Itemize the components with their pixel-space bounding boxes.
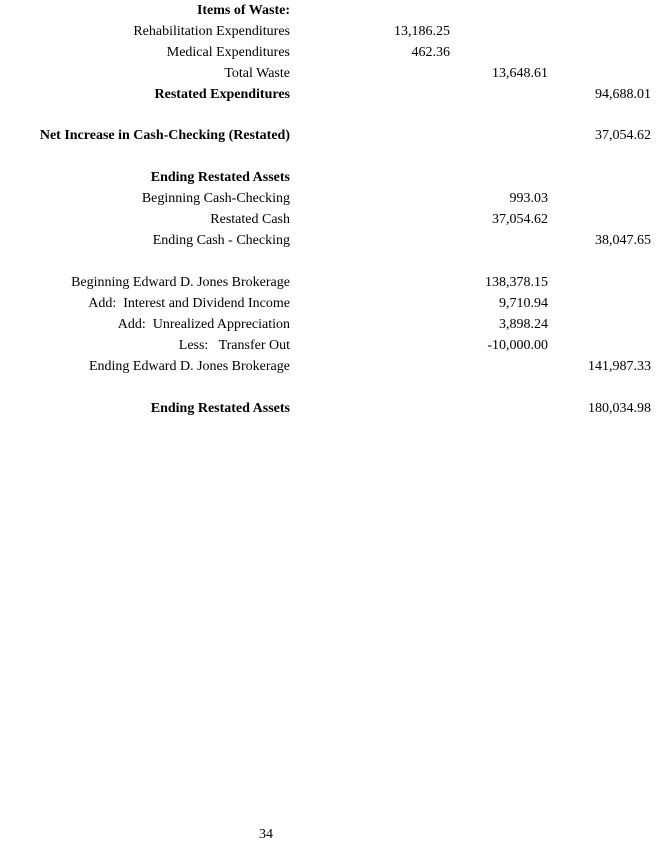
ending-brokerage-label: Ending Edward D. Jones Brokerage bbox=[88, 359, 290, 374]
rehabilitation-row bbox=[0, 21, 661, 42]
ending-cash-row bbox=[0, 230, 661, 251]
page-number: 34 bbox=[259, 827, 273, 842]
beginning-brokerage-label: Beginning Edward D. Jones Brokerage bbox=[71, 275, 290, 290]
ending-restated-assets-heading: Ending Restated Assets bbox=[150, 170, 290, 185]
ending-restated-assets-total-amount: 180,034.98 bbox=[588, 401, 651, 416]
ending-brokerage-amount: 141,987.33 bbox=[588, 359, 651, 374]
unrealized-row bbox=[0, 314, 661, 335]
ending-restated-assets-total-row bbox=[0, 398, 661, 419]
transfer-out-row bbox=[0, 335, 661, 356]
total-waste-label: Total Waste bbox=[224, 66, 290, 81]
beginning-cash-row bbox=[0, 188, 661, 209]
beginning-brokerage-row bbox=[0, 272, 661, 293]
ending-brokerage-row bbox=[0, 356, 661, 377]
ending-restated-assets-heading-row bbox=[0, 167, 661, 188]
unrealized-amount: 3,898.24 bbox=[499, 317, 548, 332]
net-increase-amount: 37,054.62 bbox=[595, 128, 651, 143]
ending-restated-assets-total-label: Ending Restated Assets bbox=[150, 401, 290, 416]
items-of-waste-heading: Items of Waste: bbox=[196, 3, 290, 18]
restated-expenditures-label: Restated Expenditures bbox=[154, 87, 290, 102]
rehabilitation-amount: 13,186.25 bbox=[394, 24, 450, 39]
unrealized-label: Add: Unrealized Appreciation bbox=[117, 317, 290, 332]
total-waste-row bbox=[0, 63, 661, 84]
medical-row bbox=[0, 42, 661, 63]
transfer-out-amount: -10,000.00 bbox=[487, 338, 548, 353]
restated-cash-row bbox=[0, 209, 661, 230]
beginning-cash-amount: 993.03 bbox=[509, 191, 548, 206]
interest-dividend-label: Add: Interest and Dividend Income bbox=[88, 296, 290, 311]
ending-cash-amount: 38,047.65 bbox=[595, 233, 651, 248]
net-increase-label: Net Increase in Cash-Checking (Restated) bbox=[39, 128, 290, 143]
restated-cash-label: Restated Cash bbox=[210, 212, 290, 227]
total-waste-amount: 13,648.61 bbox=[492, 66, 548, 81]
restated-expenditures-row bbox=[0, 84, 661, 105]
restated-cash-amount: 37,054.62 bbox=[492, 212, 548, 227]
ending-cash-label: Ending Cash - Checking bbox=[152, 233, 290, 248]
rehabilitation-label: Rehabilitation Expenditures bbox=[133, 24, 290, 39]
medical-label: Medical Expenditures bbox=[166, 45, 290, 60]
interest-dividend-row bbox=[0, 293, 661, 314]
beginning-brokerage-amount: 138,378.15 bbox=[485, 275, 548, 290]
items-of-waste-row bbox=[0, 0, 661, 21]
interest-dividend-amount: 9,710.94 bbox=[499, 296, 548, 311]
medical-amount: 462.36 bbox=[411, 45, 450, 60]
transfer-out-label: Less: Transfer Out bbox=[178, 338, 290, 353]
restated-expenditures-amount: 94,688.01 bbox=[595, 87, 651, 102]
net-increase-row bbox=[0, 125, 661, 146]
beginning-cash-label: Beginning Cash-Checking bbox=[141, 191, 290, 206]
